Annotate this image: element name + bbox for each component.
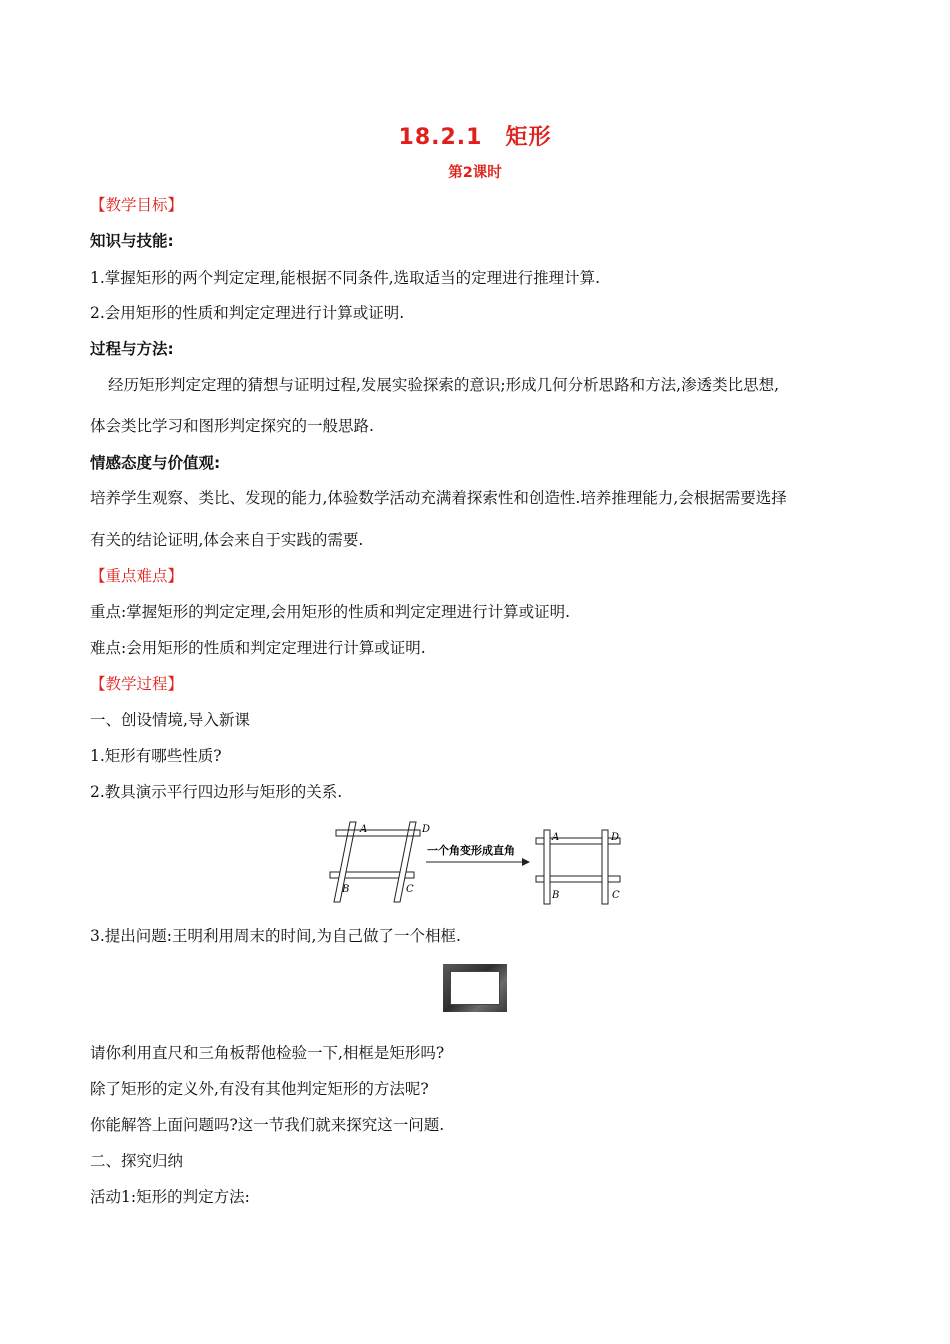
question-2: 2.教具演示平行四边形与矩形的关系. [90, 783, 343, 801]
attitude-heading: 情感态度与价值观: [90, 454, 221, 472]
arrow-head-icon [522, 858, 530, 866]
label-b-left: B [342, 884, 350, 895]
question-1: 1.矩形有哪些性质? [90, 747, 222, 765]
page-title: 18.2.1 矩形 [398, 125, 552, 150]
ask-2: 除了矩形的定义外,有没有其他判定矩形的方法呢? [90, 1080, 429, 1098]
key-point: 重点:掌握矩形的判定定理,会用矩形的性质和判定定理进行计算或证明. [90, 603, 571, 621]
label-a-left: A [360, 824, 368, 835]
keypoints-heading: 【重点难点】 [90, 567, 184, 585]
page-subtitle: 第2课时 [448, 165, 502, 181]
knowledge-item-1: 1.掌握矩形的两个判定定理,能根据不同条件,选取适当的定理进行推理计算. [90, 269, 601, 287]
ask-1: 请你利用直尺和三角板帮他检验一下,相框是矩形吗? [90, 1044, 445, 1062]
process-line-1: 经历矩形判定定理的猜想与证明过程,发展实验探索的意识;形成几何分析思路和方法,渗透类比思想, [108, 376, 780, 394]
process-section-heading: 【教学过程】 [90, 675, 184, 693]
label-d-right: D [611, 832, 620, 843]
activity-1: 活动1:矩形的判定方法: [90, 1188, 250, 1206]
question-3: 3.提出问题:王明利用周末的时间,为自己做了一个相框. [90, 927, 461, 945]
arrow-label: 一个角变形成直角 [427, 844, 515, 857]
difficult-point: 难点:会用矩形的性质和判定定理进行计算或证明. [90, 639, 426, 657]
attitude-line-1: 培养学生观察、类比、发现的能力,体验数学活动充满着探索性和创造性.培养推理能力,会根据需要选择 [90, 489, 787, 507]
label-d-left: D [422, 824, 431, 835]
photo-frame-image [443, 964, 507, 1012]
attitude-line-2: 有关的结论证明,体会来自于实践的需要. [90, 531, 364, 549]
label-c-left: C [406, 884, 414, 895]
section-1-heading: 一、创设情境,导入新课 [90, 711, 250, 729]
knowledge-item-2: 2.会用矩形的性质和判定定理进行计算或证明. [90, 304, 405, 322]
objectives-heading: 【教学目标】 [90, 196, 184, 214]
label-b-right: B [552, 890, 560, 901]
ask-3: 你能解答上面问题吗?这一节我们就来探究这一问题. [90, 1116, 445, 1134]
label-c-right: C [612, 890, 620, 901]
parallelogram-rectangle-figure [326, 818, 628, 906]
label-a-right: A [552, 832, 560, 843]
knowledge-heading: 知识与技能: [90, 232, 174, 250]
process-line-2: 体会类比学习和图形判定探究的一般思路. [90, 417, 374, 435]
section-2-heading: 二、探究归纳 [90, 1152, 184, 1170]
process-heading: 过程与方法: [90, 340, 174, 358]
